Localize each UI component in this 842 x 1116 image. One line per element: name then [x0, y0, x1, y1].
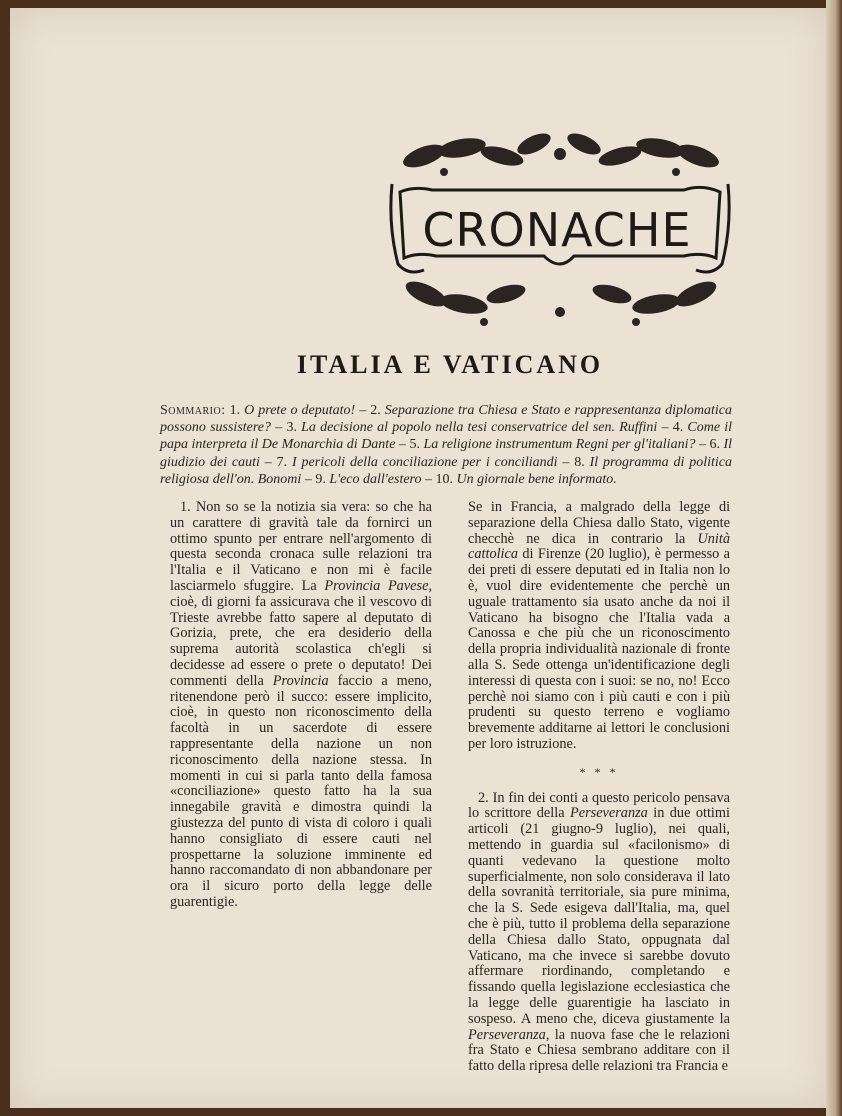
summary-item: 7. I pericoli della conciliazione per i conciliandi – — [276, 454, 570, 470]
summary-item: 10. Un giornale bene informato. — [435, 471, 617, 487]
summary-item: 4. Come il papa interpreta il De Monarchia di Dante – — [160, 420, 733, 453]
summary-item: 6. Il giudizio dei cauti – — [160, 437, 733, 470]
summary-item: 9. L'eco dall'estero – — [315, 471, 432, 487]
paragraph: 1. Non so se la notizia sia vera: so che ha un carattere di gravità tale da fornirci un ottimo spunto per entrare nell'argomento di questa seconda cronaca sulle relazioni tra l'Italia e il Vaticano e non mi è facile lasciarmelo sfuggire. La Provincia Pavese, cioè, di giorni fa assicurava che il vescovo di Trieste avrebbe fatto sapere al deputato di Gorizia, prete, che era desiderio della suprema autorità scolastica ch'egli si decidesse ad essere o prete o deputato! Dei commenti della Provincia faccio a meno, ritenendone però il succo: essere implicito, cioè, in questo non riconoscimento della facoltà in un sacerdote di essere rappresentante della nazione un non riconoscimento della nazione stessa. In momenti in cui si parla tanto della famosa «conciliazione» questo fatto ha la sua innegabile gravità e dimostra quindi la giustezza del punto di vista di coloro i quali hanno consigliato di essere cauti nel prospettarne la soluzione imminente ed hanno raccomandato di non abbandonare per ora il sicuro porto della legge delle guarentigie. — [170, 499, 433, 910]
summary-item: 3. La decisione al popolo nella tesi conservatrice del sen. Ruffini – — [286, 420, 669, 436]
text-column-left — [170, 500, 432, 911]
summary-label: Sommario: — [160, 403, 226, 418]
article-title: ITALIA E VATICANO — [296, 350, 604, 379]
summary — [160, 402, 732, 488]
summary-item: 8. Il programma di politica religiosa dell'on. Bonomi – — [160, 454, 733, 487]
summary-item: 2. Separazione tra Chiesa e Stato e rappresentanza diplomatica possono sussistere? – — [160, 403, 732, 436]
summary-item: 5. La religione instrumentum Regni per gl'italiani? – — [409, 437, 706, 453]
text-column-right — [468, 500, 730, 1075]
section-title: CRONACHE — [422, 203, 692, 257]
page-edge — [826, 0, 842, 1116]
summary-item: 1. O prete o deputato! – — [229, 403, 367, 418]
section-separator: * * * — [579, 764, 619, 779]
paragraph-continued: Se in Francia, a malgrado della legge di separazione della Chiesa dallo Stato, vigente checchè ne dica in contrario la Unità cattolica di Firenze (20 luglio), è permesso a dei preti di essere deputati ed in Italia non lo è, vuol dire evidentemente che perchè un uguale trattamento sia usato anche da noi il Vaticano ha bisogno che l'Italia vada a Canossa e che più che un riconoscimento della propria individualità nazionale di fronte alla S. Sede ottenga un'identificazione degli interessi di questa con i suoi: se no, no! Ecco perchè noi siamo con i più cauti e con i più prudenti su questo terreno e vogliamo brevemente additarne ai lettori le conclusioni per loro istruzione. — [468, 499, 731, 752]
paragraph: 2. In fin dei conti a questo pericolo pensava lo scrittore della Perseveranza in due ottimi articoli (21 giugno-9 luglio), nei quali, mettendo in guardia sul «facilonismo» di quanti vedevano la questione molto superficialmente, non solo considerava il lato della sovranità territoriale, sia pure minima, che la S. Sede esigeva dall'Italia, ma, quel che è più, tutto il problema della separazione della Chiesa dallo Stato, oppugnata dal Vaticano, ma che invece si sarebbe dovuto affermare riordinando, completando e fissando quella legislazione ecclesiastica che la legge delle guarentigie ha lasciato in sospeso. A meno che, diceva giustamente la Perseveranza, la nuova fase che le relazioni fra Stato e Chiesa sembrano additare con il fatto della ripresa delle relazioni tra Francia e — [468, 789, 730, 1075]
